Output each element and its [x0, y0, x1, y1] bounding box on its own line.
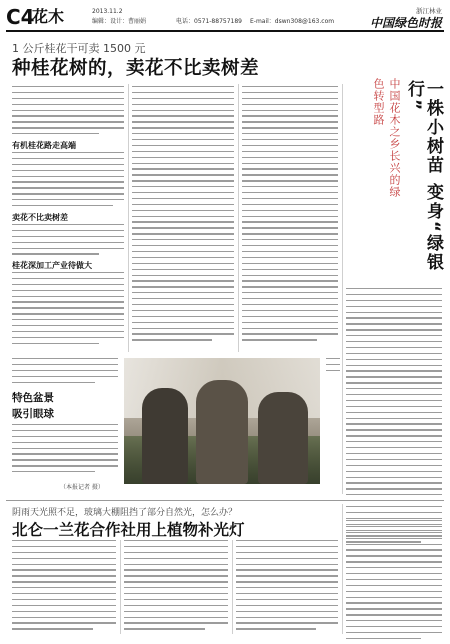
page-number: C4 [6, 5, 35, 29]
second-article-col2 [124, 540, 228, 634]
header-rule [6, 30, 444, 32]
column-divider [120, 540, 121, 634]
lead-body-col1b [12, 152, 124, 211]
lead-body-col2 [132, 86, 234, 345]
photo-caption-title-2: 吸引眼球 [12, 408, 54, 420]
column-divider [128, 84, 129, 352]
column-divider [342, 504, 343, 634]
column-divider [232, 540, 233, 634]
lead-kicker: 1 公斤桂花干可卖 1500 元 [12, 42, 146, 55]
column-divider [342, 84, 343, 494]
photo-side-text [326, 358, 340, 376]
section-name: 花木 [32, 7, 65, 26]
bonsai-photo [124, 358, 320, 484]
photo-caption-text [12, 424, 118, 477]
side-feature-body [346, 288, 442, 547]
lead-headline: 种桂花树的，卖花不比卖树差 [12, 58, 260, 79]
edition-label: 浙江林业 [416, 7, 442, 15]
subhead-flower-vs-tree: 卖花不比卖树差 [12, 213, 68, 222]
side-feature-headline: 一株小树苗 变身“绿银行” [404, 80, 443, 273]
email-contact: E-mail：dswn308@163.com [250, 18, 335, 25]
phone-contact: 电话：0571-88757189 [176, 18, 242, 25]
lead-body-col1d [12, 272, 124, 349]
lead-body-col1c [12, 224, 124, 259]
issue-date: 2013.11.2 [92, 8, 123, 15]
side-feature-kicker: 中国花木之乡长兴的绿色转型路 [372, 78, 401, 198]
photo-caption-title-1: 特色盆景 [12, 392, 54, 404]
photo-intro-text [12, 358, 118, 387]
masthead: 中国绿色时报 [369, 16, 442, 30]
section-rule [6, 500, 444, 501]
subhead-organic: 有机桂花路走高端 [12, 141, 76, 150]
column-divider [238, 84, 239, 352]
lead-body-col3 [242, 86, 338, 345]
second-article-col1 [12, 540, 116, 634]
side-feature-body-cont [346, 520, 442, 644]
photo-credit: （本报记者 摄） [60, 484, 104, 491]
lead-body-col1a [12, 86, 124, 139]
editor-credit: 编辑：设计：曹丽娟 [92, 18, 147, 25]
second-article-col3 [236, 540, 338, 634]
second-article-headline: 北仑一兰花合作社用上植物补光灯 [12, 521, 245, 539]
subhead-processing: 桂花深加工产业待做大 [12, 261, 92, 270]
second-article-kicker: 阴雨天光照不足，玻璃大棚阻挡了部分自然光，怎么办？ [12, 508, 238, 518]
